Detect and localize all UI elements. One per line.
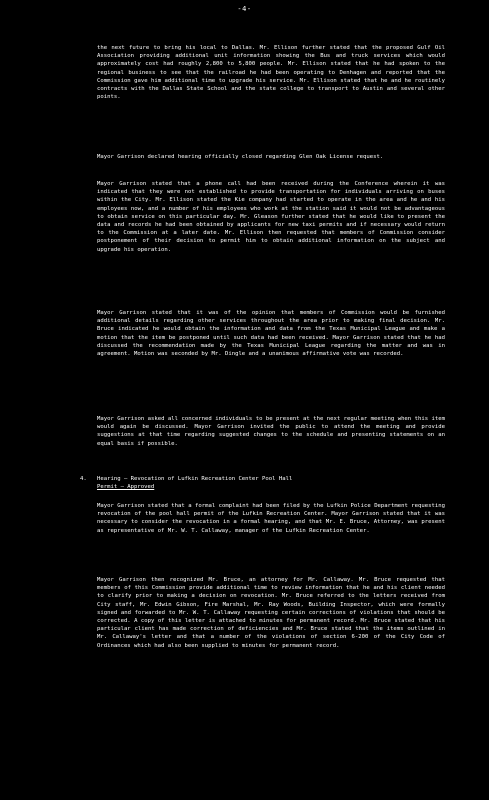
item-paragraph-2: Mayor Garrison then recognized Mr. Bruce, an attorney for Mr. Callaway. Mr. Bruce requested that members of this Commission provide additional time to review information that he and his client needed to clarify prior to making a decision on revocation. Mr. Bruce referred to the letters received from City staff, Mr. Edwin Gibson, Fire Marshal, Mr. Ray Woods, Building Inspector, which were formally signed and forwarded to Mr. W. T. Callaway requesting certain corrections of violations that should be corrected. A copy of this letter is attached to minutes for permanent record. Mr. Bruce stated that his particular client has made correction of deficiencies and Mr. Bruce stated that the items outlined in Mr. Callaway's letter and that a number of the violations of section 6-200 of the City Code of Ordinances which had also been supplied to minutes for permanent record. bbox=[97, 577, 445, 649]
paragraph-1: the next future to bring his local to Dallas. Mr. Ellison further stated that the proposed Gulf Oil Association providing additional unit information showing the Bus and truck services which would approximately cost had roughly 2,800 to 5,800 people. Mr. Ellison stated that he had spoken to the regional business to see that the railroad he had been operating to Denhagen and reported that the Commission gave him additional time to upgrade his service. Mr. Ellison stated that he and he routinely contracts with the Dallas State School and the state college to transport to Austin and several other points. bbox=[97, 45, 445, 101]
item-heading bbox=[97, 475, 445, 491]
paragraph-4: Mayor Garrison stated that it was of the opinion that members of Commission would be furnished additional details regarding other services throughout the area prior to making final decision. Mr. Bruce indicated he would obtain the information and data from the Texas Municipal League and make a motion that the item be postponed until such data had been received. Mayor Garrison stated that he had discussed the recommendation made by the Texas Municipal League regarding the matter and was in agreement. Motion was seconded by Mr. Dingle and a unanimous affirmative vote was recorded. bbox=[97, 310, 445, 358]
item-heading-status: Permit – Approved bbox=[97, 484, 155, 491]
paragraph-5: Mayor Garrison asked all concerned individuals to be present at the next regular meeting when this item would again be discussed. Mayor Garrison invited the public to attend the meeting and provide suggestions at that time regarding suggested changes to the schedule and presenting statements on an equal basis if possible. bbox=[97, 416, 445, 447]
item-number: 4. bbox=[80, 476, 87, 482]
paragraph-3: Mayor Garrison stated that a phone call had been received during the Conference wherein it was indicated that they were not established to provide transportation for individuals arriving on buses within the City. Mr. Ellison stated the Kie company had started to operate in the area and he and his employees now, and a number of his employees who work at the station said it would not be advantageous to obtain service on this particular day. Mr. Gleason further stated that he would like to present the data and records he had been obtained by applicants for new taxi permits and if necessary would return to the Commission at a later date. Mr. Ellison then requested that members of Commission consider postponement of their decision to permit him to obtain additional information on the subject and upgrade his operation. bbox=[97, 181, 445, 253]
paragraph-2: Mayor Garrison declared hearing officially closed regarding Glen Oak License request. bbox=[97, 154, 384, 160]
page-number: -4- bbox=[237, 5, 252, 13]
item-heading-prefix: Hearing – Revocation of Lufkin Recreation Center Pool Hall bbox=[97, 476, 293, 482]
item-paragraph-1: Mayor Garrison stated that a formal complaint had been filed by the Lufkin Police Department requesting revocation of the pool hall permit of the Lufkin Recreation Center. Mayor Garrison stated that it was necessary to consider the revocation in a formal hearing, and that Mr. E. Bruce, Attorney, was present as representative of Mr. W. T. Callaway, manager of the Lufkin Recreation Center. bbox=[97, 503, 445, 534]
